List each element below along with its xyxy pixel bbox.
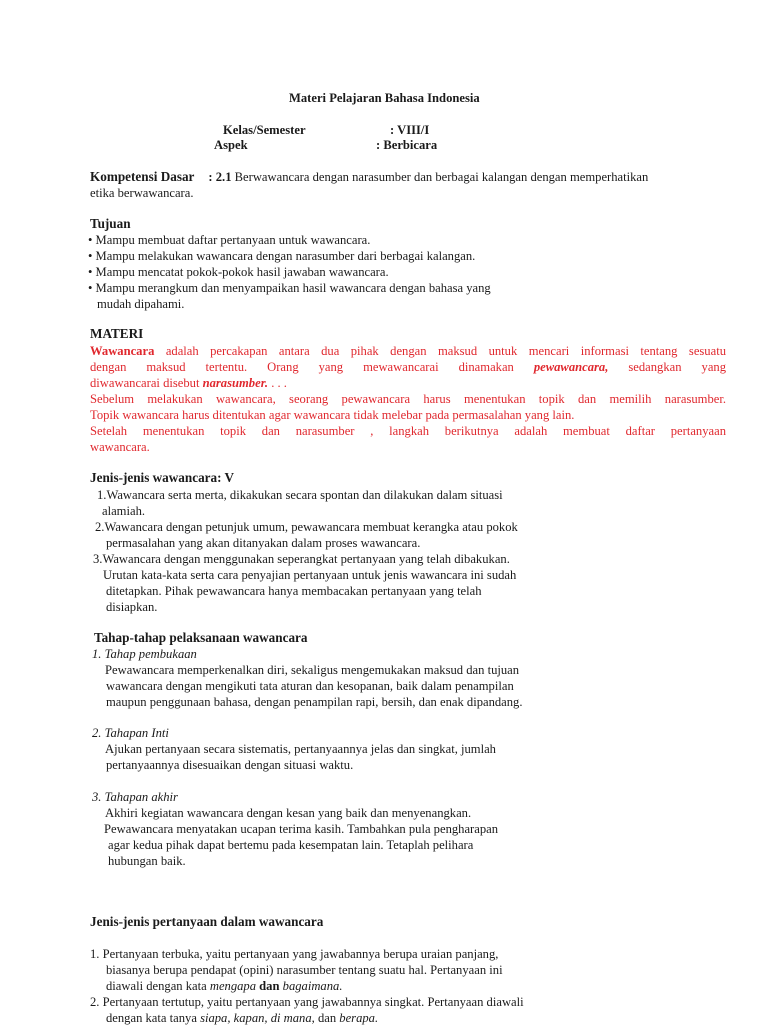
tahap-text: Pewawancara menyatakan ucapan terima kasih. Tambahkan pula pengharapan (104, 822, 499, 836)
page-title: Materi Pelajaran Bahasa Indonesia (289, 91, 480, 105)
materi-p1-line-1: Wawancara adalah percakapan antara dua pihak dengan maksud untuk mencari informasi tentang sesuatu (90, 344, 726, 358)
tujuan-item: • Mampu mencatat pokok-pokok hasil jawaban wawancara. (88, 265, 389, 279)
term-pewawancara: pewawancara, (533, 360, 609, 374)
term-narasumber: narasumber. (202, 376, 269, 390)
tujuan-item-cont: mudah dipahami. (97, 297, 185, 311)
tahap-text: pertanyaannya disesuaikan dengan situasi waktu. (106, 758, 354, 772)
kompetensi-line-2: etika berwawancara. (90, 186, 194, 200)
tahap-title: 3. Tahapan akhir (92, 790, 178, 804)
kompetensi-sep: : (208, 170, 216, 184)
tujuan-heading: Tujuan (90, 216, 131, 231)
tahap-text: hubungan baik. (108, 854, 186, 868)
kompetensi-text: Berwawancara dengan narasumber dan berbagai kalangan dengan memperhatikan (231, 170, 649, 184)
kelas-value: : VIII/I (390, 123, 430, 137)
jenis-item-cont: disiapkan. (106, 600, 158, 614)
kompetensi-label: Kompetensi Dasar (90, 169, 195, 184)
tahap-heading: Tahap-tahap pelaksanaan wawancara (94, 630, 308, 645)
jenis-item: 3.Wawancara dengan menggunakan seperangkat pertanyaan yang telah dibakukan. (93, 552, 510, 566)
materi-heading: MATERI (90, 326, 144, 341)
materi-p2-line-2: Topik wawancara harus ditentukan agar wawancara tidak melebar pada permasalahan yang lain. (90, 408, 575, 422)
jenis-item-cont: alamiah. (102, 504, 146, 518)
aspek-value: : Berbicara (376, 138, 438, 152)
tahap-text: Pewawancara memperkenalkan diri, sekaligus mengemukakan maksud dan tujuan (105, 663, 520, 677)
tujuan-item: • Mampu melakukan wawancara dengan narasumber dari berbagai kalangan. (88, 249, 476, 263)
pertanyaan-item-cont: diawali dengan kata mengapa dan bagaimana. (106, 979, 343, 993)
jenis-item: 2.Wawancara dengan petunjuk umum, pewawancara membuat kerangka atau pokok (95, 520, 518, 534)
tahap-text: Ajukan pertanyaan secara sistematis, pertanyaannya jelas dan singkat, jumlah (105, 742, 496, 756)
jenis-heading: Jenis-jenis wawancara: V (90, 470, 235, 485)
materi-p1-line-2: dengan maksud tertentu. Orang yang mewawancarai dinamakan pewawancara, sedangkan yang (90, 360, 726, 374)
pertanyaan-item-cont: biasanya berupa pendapat (opini) narasumber tentang suatu hal. Pertanyaan ini (106, 963, 503, 977)
materi-p1-line-3: diwawancarai disebut narasumber. . . . (90, 376, 287, 390)
term-wawancara: Wawancara (90, 344, 155, 358)
tahap-text: agar kedua pihak dapat bertemu pada kesempatan lain. Tetaplah pelihara (108, 838, 474, 852)
pertanyaan-item: 1. Pertanyaan terbuka, yaitu pertanyaan yang jawabannya berupa uraian panjang, (90, 947, 499, 961)
kompetensi-line-1 (90, 169, 648, 185)
pertanyaan-item: 2. Pertanyaan tertutup, yaitu pertanyaan yang jawabannya singkat. Pertanyaan diawali (90, 995, 524, 1009)
materi-p3-line-1: Setelah menentukan topik dan narasumber , langkah berikutnya adalah membuat daftar pertanyaan (90, 424, 726, 438)
kompetensi-number: 2.1 (215, 170, 232, 184)
tahap-text: wawancara dengan mengikuti tata aturan dan kesopanan, baik dalam penampilan (106, 679, 514, 693)
jenis-item-cont: Urutan kata-kata serta cara penyajian pertanyaan untuk jenis wawancara ini sudah (103, 568, 517, 582)
aspek-label: Aspek (214, 138, 248, 152)
pertanyaan-item-cont: dengan kata tanya siapa, kapan, di mana, dan berapa. (106, 1011, 379, 1025)
tujuan-item: • Mampu membuat daftar pertanyaan untuk wawancara. (88, 233, 371, 247)
jenis-item: 1.Wawancara serta merta, dikakukan secara spontan dan dilakukan dalam situasi (97, 488, 503, 502)
pertanyaan-heading: Jenis-jenis pertanyaan dalam wawancara (90, 914, 324, 929)
materi-p2-line-1: Sebelum melakukan wawancara, seorang pewawancara harus menentukan topik dan memilih narasumber. (90, 392, 726, 406)
materi-p3-line-2: wawancara. (90, 440, 150, 454)
jenis-item-cont: ditetapkan. Pihak pewawancara hanya membacakan pertanyaan yang telah (106, 584, 482, 598)
tujuan-item: • Mampu merangkum dan menyampaikan hasil wawancara dengan bahasa yang (88, 281, 491, 295)
tahap-title: 2. Tahapan Inti (92, 726, 169, 740)
tahap-text: maupun penggunaan bahasa, dengan penampilan rapi, bersih, dan enak dipandang. (106, 695, 523, 709)
tahap-title: 1. Tahap pembukaan (92, 647, 197, 661)
jenis-item-cont: permasalahan yang akan ditanyakan dalam proses wawancara. (106, 536, 421, 550)
kelas-label: Kelas/Semester (223, 123, 306, 137)
tahap-text: Akhiri kegiatan wawancara dengan kesan yang baik dan menyenangkan. (105, 806, 472, 820)
